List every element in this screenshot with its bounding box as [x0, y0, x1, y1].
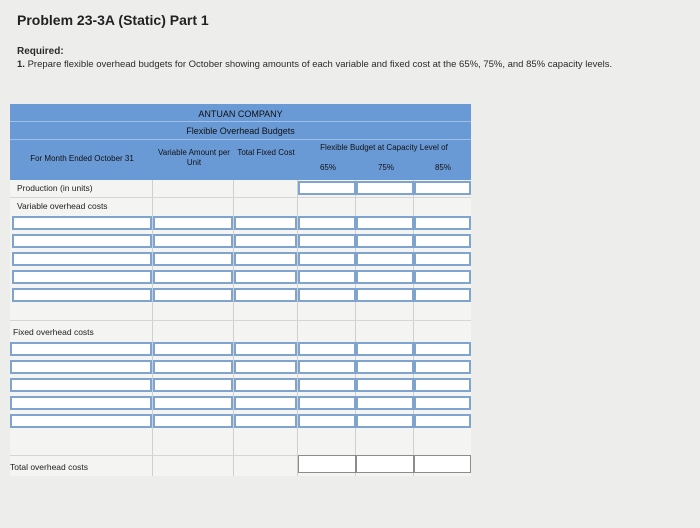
variable-row-3-fixed-cost-input[interactable] — [234, 252, 297, 266]
total-75-cell[interactable] — [356, 455, 414, 473]
fixed-row-2-fixed-cost-input[interactable] — [234, 360, 297, 374]
fixed-row-2-label-input[interactable] — [10, 360, 152, 374]
fixed-row-3-85-input[interactable] — [414, 378, 471, 392]
fixed-row-2-variable-amount-input[interactable] — [153, 360, 233, 374]
variable-row-1-65-input[interactable] — [298, 216, 356, 230]
capacity-85: 85% — [434, 163, 451, 172]
fixed-row-2-85-input[interactable] — [414, 360, 471, 374]
total-85-cell[interactable] — [414, 455, 471, 473]
total-65-cell[interactable] — [298, 455, 356, 473]
variable-row-3-75-input[interactable] — [356, 252, 414, 266]
fixed-row-4-85-input[interactable] — [414, 396, 471, 410]
col-flex-header: Flexible Budget at Capacity Level of — [320, 143, 448, 152]
variable-row-5-65-input[interactable] — [298, 288, 356, 302]
production-85-input[interactable] — [414, 181, 471, 195]
fixed-row-3-fixed-cost-input[interactable] — [234, 378, 297, 392]
table-header — [10, 104, 471, 180]
fixed-row-2-65-input[interactable] — [298, 360, 356, 374]
variable-row-4-75-input[interactable] — [356, 270, 414, 284]
fixed-row-4-75-input[interactable] — [356, 396, 414, 410]
variable-row-2-variable-amount-input[interactable] — [153, 234, 233, 248]
page-title: Problem 23-3A (Static) Part 1 — [17, 12, 209, 28]
required-text — [17, 59, 687, 71]
period-label: For Month Ended October 31 — [30, 154, 134, 163]
variable-row-5-fixed-cost-input[interactable] — [234, 288, 297, 302]
variable-row-1-label-input[interactable] — [12, 216, 152, 230]
variable-row-4-fixed-cost-input[interactable] — [234, 270, 297, 284]
fixed-row-1-65-input[interactable] — [298, 342, 356, 356]
fixed-row-1-label-input[interactable] — [10, 342, 152, 356]
col-total-fixed: Total Fixed Cost — [237, 148, 295, 157]
production-65-input[interactable] — [298, 181, 356, 195]
variable-row-3-65-input[interactable] — [298, 252, 356, 266]
variable-row-1-variable-amount-input[interactable] — [153, 216, 233, 230]
fixed-row-3-65-input[interactable] — [298, 378, 356, 392]
variable-row-5-label-input[interactable] — [12, 288, 152, 302]
company-name: ANTUAN COMPANY — [198, 109, 283, 119]
row-production-label: Production (in units) — [17, 183, 93, 193]
variable-row-2-75-input[interactable] — [356, 234, 414, 248]
fixed-row-1-fixed-cost-input[interactable] — [234, 342, 297, 356]
production-75-input[interactable] — [356, 181, 414, 195]
fixed-row-5-75-input[interactable] — [356, 414, 414, 428]
variable-row-5-variable-amount-input[interactable] — [153, 288, 233, 302]
variable-row-3-label-input[interactable] — [12, 252, 152, 266]
fixed-row-3-75-input[interactable] — [356, 378, 414, 392]
variable-row-2-label-input[interactable] — [12, 234, 152, 248]
variable-row-4-variable-amount-input[interactable] — [153, 270, 233, 284]
fixed-row-4-label-input[interactable] — [10, 396, 152, 410]
fixed-row-5-fixed-cost-input[interactable] — [234, 414, 297, 428]
capacity-65: 65% — [319, 163, 336, 172]
variable-row-3-85-input[interactable] — [414, 252, 471, 266]
fixed-row-5-65-input[interactable] — [298, 414, 356, 428]
fixed-row-2-75-input[interactable] — [356, 360, 414, 374]
fixed-row-5-variable-amount-input[interactable] — [153, 414, 233, 428]
variable-row-4-label-input[interactable] — [12, 270, 152, 284]
fixed-row-1-75-input[interactable] — [356, 342, 414, 356]
required-instructions: Prepare flexible overhead budgets for October showing amounts of each variable and fixed cost at the 65%, 75%, and 85% capacity levels. — [27, 59, 613, 70]
variable-row-2-65-input[interactable] — [298, 234, 356, 248]
required-heading: Required: — [17, 46, 64, 57]
fixed-row-4-65-input[interactable] — [298, 396, 356, 410]
fixed-row-4-variable-amount-input[interactable] — [153, 396, 233, 410]
fixed-row-5-label-input[interactable] — [10, 414, 152, 428]
variable-row-1-75-input[interactable] — [356, 216, 414, 230]
fixed-row-4-fixed-cost-input[interactable] — [234, 396, 297, 410]
variable-row-3-variable-amount-input[interactable] — [153, 252, 233, 266]
capacity-75: 75% — [377, 163, 394, 172]
variable-row-5-85-input[interactable] — [414, 288, 471, 302]
variable-row-4-85-input[interactable] — [414, 270, 471, 284]
col-variable-amount: Variable Amount per Unit — [158, 148, 230, 167]
fixed-row-1-85-input[interactable] — [414, 342, 471, 356]
required-number: 1. — [17, 59, 25, 70]
row-total-label: Total overhead costs — [10, 462, 88, 472]
variable-row-1-fixed-cost-input[interactable] — [234, 216, 297, 230]
fixed-row-1-variable-amount-input[interactable] — [153, 342, 233, 356]
fixed-row-5-85-input[interactable] — [414, 414, 471, 428]
row-fixed-label: Fixed overhead costs — [13, 327, 94, 337]
variable-row-1-85-input[interactable] — [414, 216, 471, 230]
variable-row-4-65-input[interactable] — [298, 270, 356, 284]
fixed-row-3-label-input[interactable] — [10, 378, 152, 392]
fixed-row-3-variable-amount-input[interactable] — [153, 378, 233, 392]
row-variable-label: Variable overhead costs — [17, 201, 108, 211]
variable-row-5-75-input[interactable] — [356, 288, 414, 302]
table-subtitle: Flexible Overhead Budgets — [186, 126, 295, 136]
variable-row-2-85-input[interactable] — [414, 234, 471, 248]
variable-row-2-fixed-cost-input[interactable] — [234, 234, 297, 248]
